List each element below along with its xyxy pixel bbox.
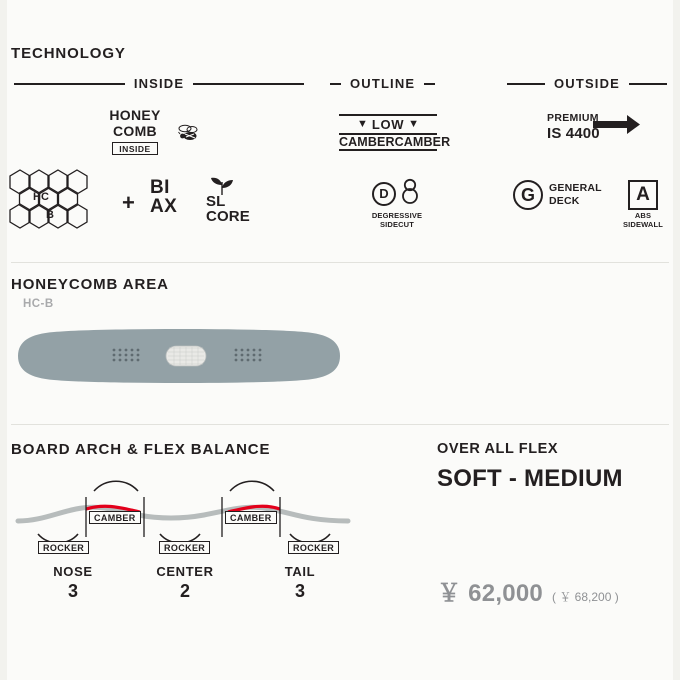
price-main: ￥ 62,000 [437,580,543,607]
bee-icon [178,124,200,145]
page-edge-right [673,0,680,680]
degressive-icon-row [362,178,432,209]
metric-nose-value: 3 [67,581,78,601]
column-header-outside-label: OUTSIDE [554,76,620,91]
sl-core-line2: CORE [206,208,250,226]
dash-left [330,83,341,85]
camber-label-right: CAMBER [394,135,451,149]
honeycomb-logo-line3: INSIDE [112,142,157,155]
camber-zone-label-1: CAMBER [89,511,141,524]
abs-sidewall-badge [623,180,663,229]
biax-line2: AX [150,196,178,217]
rocker-zone-label-1: ROCKER [38,541,89,554]
arch-flex-diagram [14,463,352,559]
biax-line1: BI [150,177,170,198]
honeycomb-logo-line2: COMB [113,123,157,139]
degressive-line2: SIDECUT [380,219,414,229]
rocker-zone-label-2: ROCKER [159,541,210,554]
general-deck-badge-g: G [513,180,543,210]
divider-technology [11,262,669,263]
abs-badge-a: A [628,180,658,210]
low-camber-mid [339,116,437,133]
honeycomb-inside-logo [80,108,190,163]
premium-line1: PREMIUM [547,112,599,124]
rule-left [507,83,545,85]
general-deck-text [549,182,602,207]
column-header-outside [507,76,667,91]
price-sub: ( ￥ 68,200 ) [552,590,619,604]
overall-flex-title: OVER ALL FLEX [437,441,559,457]
page-edge-left [0,0,7,680]
sidecut-rings-icon [398,178,422,209]
column-header-inside-label: INSIDE [133,76,185,91]
metric-nose [36,564,110,602]
honeycomb-logo-badge-wrap [80,138,190,157]
low-camber-low-label: LOW [371,117,405,132]
sl-core-line1: SL [206,193,226,210]
honeycomb-logo-line1: HONEY [109,107,161,123]
arrow-down-right-icon: ▼ [408,118,420,130]
low-camber-badge [339,114,451,151]
camber-zone-label-2: CAMBER [225,511,277,524]
general-deck-line1: GENERAL [549,182,602,195]
column-header-outline [330,76,463,91]
rocker-zone-label-3: ROCKER [288,541,339,554]
price-block [437,573,619,608]
premium-line2: IS 4400 [547,125,600,142]
biax-badge [150,178,177,216]
metric-center-value: 2 [179,581,190,601]
degressive-line1: DEGRESSIVE [371,211,423,220]
metric-center-label: CENTER [156,564,214,579]
degressive-sidecut-badge [362,178,432,229]
column-header-inside [14,76,304,91]
dash-right [424,83,435,85]
general-deck-line2: DECK [549,195,580,207]
leaf-icon [206,176,250,194]
abs-line1: ABS [634,211,652,220]
column-header-outline-label: OUTLINE [350,76,416,91]
plus-icon: + [122,190,135,215]
honeycomb-area-subtitle: HC-B [23,298,54,310]
rule-right [193,83,304,85]
honeycomb-area-title: HONEYCOMB AREA [11,276,169,293]
metric-center [145,564,225,602]
arrow-right-icon [593,115,641,144]
degressive-badge-d: D [372,182,396,206]
low-camber-rule-bottom [339,149,437,151]
hex-label-b: B [46,209,54,221]
honeycomb-hex-cluster-icon [8,168,104,238]
sl-core-badge [206,176,250,225]
divider-honeycomb [11,424,669,425]
rule-left [14,83,125,85]
metric-tail [264,564,336,602]
arrow-down-left-icon: ▼ [356,118,368,130]
technology-section-title: TECHNOLOGY [11,45,126,62]
hex-label-hc: HC [33,191,49,203]
camber-label-left: CAMBER [339,135,395,149]
general-deck-badge [513,180,602,210]
overall-flex-value: SOFT - MEDIUM [437,465,623,492]
rule-right [629,83,667,85]
abs-line2: SIDEWALL [623,219,663,229]
metric-tail-value: 3 [294,581,305,601]
snowboard-diagram [14,325,344,387]
premium-is4400-badge [547,112,643,142]
metric-nose-label: NOSE [53,564,93,579]
arch-section-title: BOARD ARCH & FLEX BALANCE [11,441,271,458]
metric-tail-label: TAIL [284,564,316,579]
